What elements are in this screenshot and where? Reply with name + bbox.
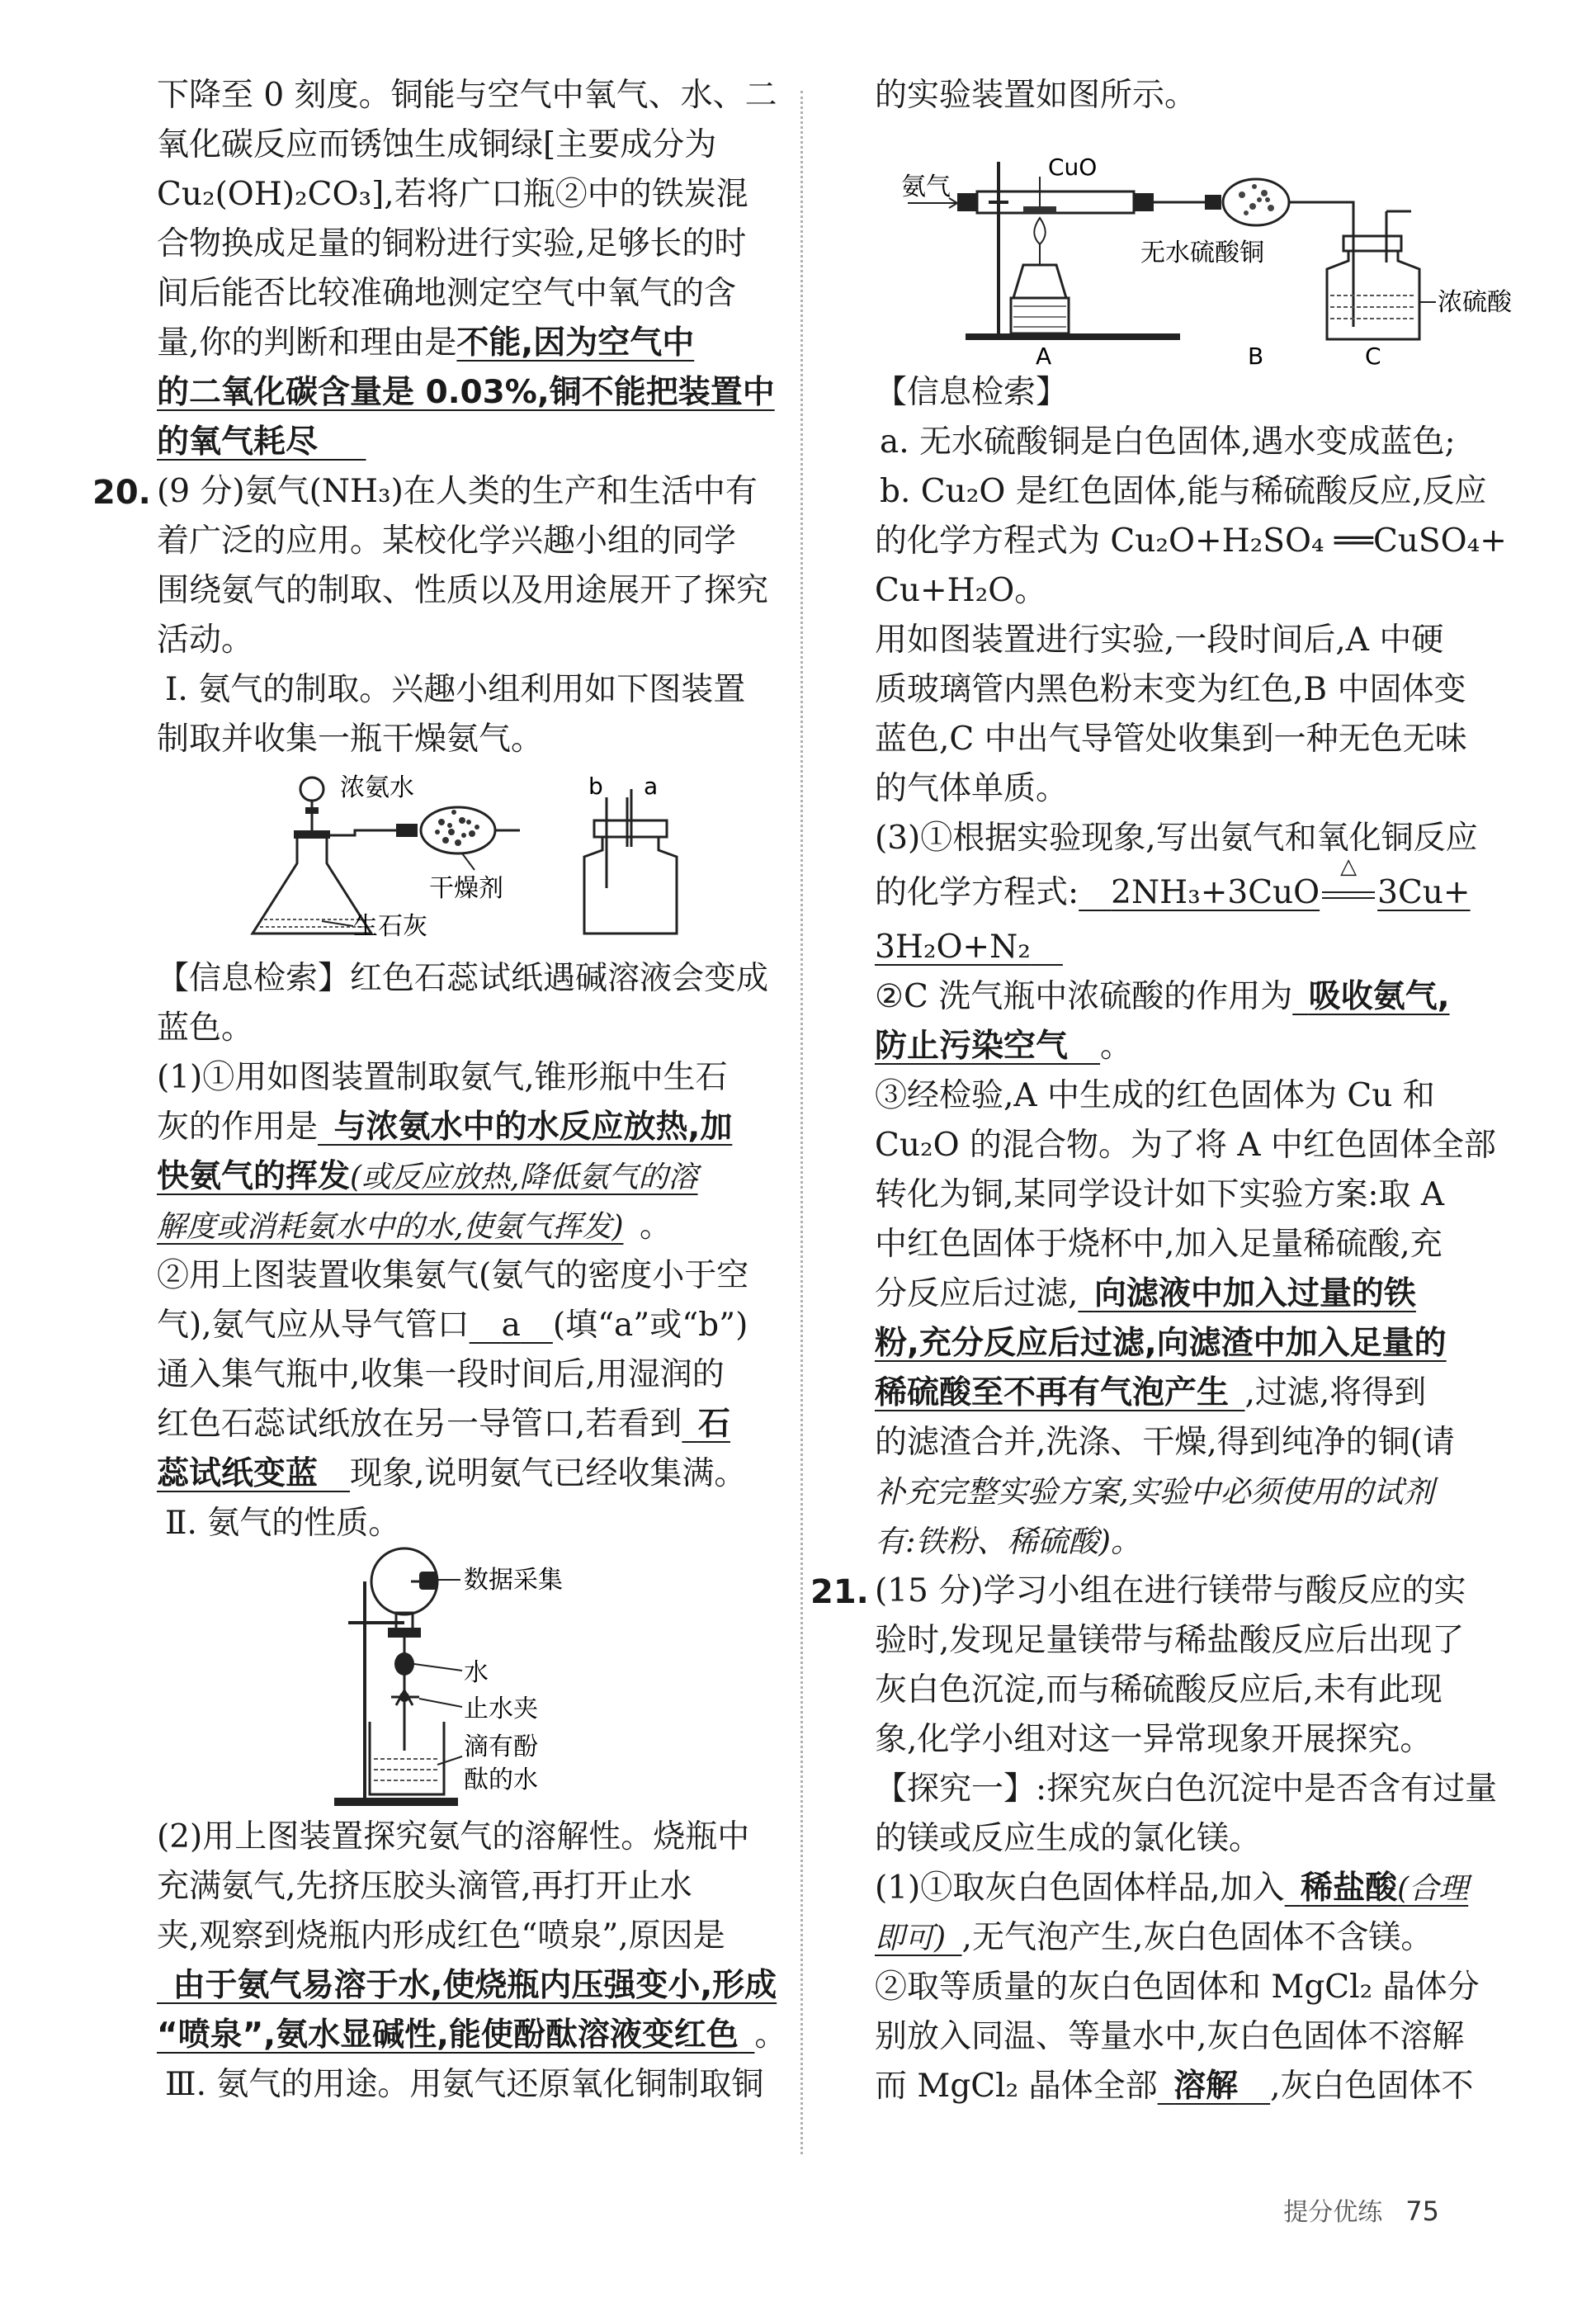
text-span: 。 bbox=[1100, 1028, 1133, 1065]
text-line: 下降至 0 刻度。铜能与空气中氧气、水、二 bbox=[157, 77, 777, 114]
text-line: (3)①根据实验现象,写出氨气和氧化铜反应 bbox=[875, 820, 1478, 857]
column-divider bbox=[800, 91, 803, 2154]
label-desiccant: 干燥剂 bbox=[429, 874, 503, 903]
text-line: 的实验装置如图所示。 bbox=[875, 77, 1197, 114]
answer-text: a bbox=[501, 1307, 521, 1344]
text-line bbox=[875, 1319, 1494, 1368]
right-column bbox=[810, 71, 1512, 2111]
answer-text: 不能,因为空气中 bbox=[456, 324, 695, 362]
text-span: ②C 洗气瓶中浓硫酸的作用为 bbox=[875, 978, 1293, 1015]
text-line: 【探究一】:探究灰白色沉淀中是否含有过量 bbox=[875, 1770, 1498, 1808]
text-line: 制取并收集一瓶干燥氨气。 bbox=[157, 721, 544, 758]
label-a-apparatus: A bbox=[1036, 343, 1052, 370]
ammonia-reduction-apparatus-figure bbox=[875, 121, 1512, 370]
answer-text: 与浓氨水中的水反应放热,加 bbox=[333, 1109, 733, 1146]
text-line: 合物换成足量的铜粉进行实验,足够长的时 bbox=[157, 225, 747, 262]
answer-text: 蕊试纸变蓝 bbox=[157, 1455, 319, 1492]
text-line: 着广泛的应用。某校化学兴趣小组的同学 bbox=[157, 522, 737, 560]
text-line: 通入集气瓶中,收集一段时间后,用湿润的 bbox=[157, 1356, 725, 1393]
text-span: ,无气泡产生,灰白色固体不含镁。 bbox=[961, 1919, 1433, 1956]
label-water: 水 bbox=[464, 1658, 489, 1687]
question-21 bbox=[810, 1567, 1494, 1616]
text-span: 灰的作用是 bbox=[157, 1109, 319, 1146]
text-line bbox=[157, 1301, 784, 1350]
label-cuo: CuO bbox=[1048, 154, 1098, 181]
text-line: Ⅱ. 氨气的性质。 bbox=[165, 1505, 401, 1542]
text-line: b. Cu₂O 是红色固体,能与稀硫酸反应,反应 bbox=[880, 473, 1487, 510]
label-phenolphthalein-2: 酞的水 bbox=[464, 1766, 538, 1794]
text-line: 活动。 bbox=[157, 622, 254, 659]
text-line: 蓝色,C 中出气导管处收集到一种无色无味 bbox=[875, 721, 1467, 758]
label-stop-clamp: 止水夹 bbox=[464, 1695, 538, 1723]
text-line: Cu₂O 的混合物。为了将 A 中红色固体全部 bbox=[875, 1127, 1496, 1164]
text-line: 转化为铜,某同学设计如下实验方案:取 A bbox=[875, 1176, 1445, 1213]
text-line: ③经检验,A 中生成的红色固体为 Cu 和 bbox=[875, 1077, 1435, 1114]
answer-text: 的二氧化碳含量是 0.03%,铜不能把装置中 bbox=[157, 374, 775, 411]
text-line bbox=[875, 1368, 1494, 1418]
text-line: 中红色固体于烧杯中,加入足量稀硫酸,充 bbox=[875, 1226, 1443, 1263]
text-line: (1)①用如图装置制取氨气,锥形瓶中生石 bbox=[157, 1059, 728, 1096]
text-line bbox=[157, 1400, 784, 1449]
label-b: b bbox=[588, 773, 603, 800]
text-line bbox=[157, 1961, 784, 2011]
label-quicklime: 生石灰 bbox=[353, 912, 427, 941]
text-span: 而 MgCl₂ 晶体全部 bbox=[875, 2068, 1158, 2105]
text-line: 用如图装置进行实验,一段时间后,A 中硬 bbox=[875, 622, 1444, 659]
text-line bbox=[157, 1103, 784, 1152]
label-c-apparatus: C bbox=[1365, 343, 1381, 370]
text-line: (2)用上图装置探究氨气的溶解性。烧瓶中 bbox=[157, 1818, 750, 1855]
text-line: 充满氨气,先挤压胶头滴管,再打开止水 bbox=[157, 1868, 692, 1905]
reaction-condition bbox=[1320, 854, 1377, 923]
text-line: ②取等质量的灰白色固体和 MgCl₂ 晶体分 bbox=[875, 1969, 1480, 2006]
text-span: (填“a”或“b”) bbox=[552, 1307, 748, 1344]
footer-label: 提分优练 bbox=[1283, 2198, 1383, 2227]
text-line: 的化学方程式为 Cu₂O+H₂SO₄ ══CuSO₄+ bbox=[875, 522, 1507, 560]
page-number: 75 bbox=[1405, 2196, 1439, 2227]
text-line: 别放入同温、等量水中,灰白色固体不溶解 bbox=[875, 2018, 1465, 2055]
question-20 bbox=[92, 467, 784, 517]
text-line bbox=[157, 2011, 787, 2060]
text-line: 的镁或反应生成的氯化镁。 bbox=[875, 1820, 1262, 1857]
text-line: Ⅲ. 氨气的用途。用氨气还原氧化铜制取铜 bbox=[165, 2066, 764, 2103]
question-number: 20. bbox=[92, 474, 151, 512]
text-line bbox=[157, 418, 784, 467]
label-b-apparatus: B bbox=[1248, 343, 1264, 370]
text-line bbox=[157, 1449, 784, 1499]
text-line bbox=[875, 1022, 1494, 1071]
answer-text: 粉,充分反应后过滤,向滤渣中加入足量的 bbox=[875, 1325, 1447, 1362]
left-column bbox=[92, 71, 787, 2110]
text-line: 蓝色。 bbox=[157, 1009, 254, 1047]
text-line: Cu₂(OH)₂CO₃],若将广口瓶②中的铁炭混 bbox=[157, 176, 748, 213]
answer-alt-text: (合理 bbox=[1397, 1872, 1469, 1906]
text-span: 。 bbox=[754, 2016, 787, 2054]
text-line: Ⅰ. 氨气的制取。兴趣小组利用如下图装置 bbox=[165, 671, 746, 708]
answer-text: 的氧气耗尽 bbox=[157, 423, 319, 461]
ammonia-preparation-figure bbox=[157, 764, 784, 954]
text-line: 有:铁粉、稀硫酸)。 bbox=[875, 1524, 1141, 1559]
text-line bbox=[875, 2062, 1494, 2111]
text-line bbox=[875, 1269, 1494, 1319]
text-span: 红色石蕊试纸放在另一导管口,若看到 bbox=[157, 1406, 682, 1443]
answer-text: 溶解 bbox=[1173, 2068, 1239, 2105]
text-line bbox=[875, 854, 1494, 923]
text-line bbox=[157, 1152, 784, 1202]
answer-text: 吸收氨气, bbox=[1308, 978, 1450, 1015]
text-line bbox=[875, 972, 1494, 1022]
answer-text: 由于氨气易溶于水,使烧瓶内压强变小,形成 bbox=[172, 1967, 777, 2004]
text-line: 【信息检索】 bbox=[875, 374, 1069, 411]
text-line: 补充完整实验方案,实验中必须使用的试剂 bbox=[875, 1474, 1434, 1510]
text-line: 象,化学小组对这一异常现象开展探究。 bbox=[875, 1721, 1433, 1758]
label-ammonia-gas: 氨气 bbox=[901, 173, 951, 201]
text-span: 的化学方程式: bbox=[875, 874, 1079, 911]
text-line bbox=[875, 923, 1494, 972]
equation-left: 2NH₃+3CuO bbox=[1111, 874, 1320, 911]
text-span: 气),氨气应从导气管口 bbox=[157, 1307, 470, 1344]
equation-right: 3Cu+ bbox=[1377, 874, 1471, 911]
text-line: a. 无水硫酸铜是白色固体,遇水变成蓝色; bbox=[880, 423, 1456, 461]
answer-text: 稀盐酸 bbox=[1301, 1870, 1398, 1907]
text-line: Cu+H₂O。 bbox=[875, 572, 1047, 609]
text-line: (9 分)氨气(NH₃)在人类的生产和生活中有 bbox=[157, 473, 758, 510]
label-conc-sulfuric-acid: 浓硫酸 bbox=[1438, 288, 1512, 317]
text-line: 灰白色沉淀,而与稀硫酸反应后,未有此现 bbox=[875, 1671, 1443, 1709]
fountain-experiment-figure bbox=[157, 1548, 784, 1813]
page-footer bbox=[1283, 2191, 1439, 2228]
text-line: 质玻璃管内黑色粉末变为红色,B 中固体变 bbox=[875, 671, 1466, 708]
answer-text: 石 bbox=[697, 1406, 730, 1443]
text-span: 现象,说明氨气已经收集满。 bbox=[350, 1455, 747, 1492]
text-line: 【信息检索】红色石蕊试纸遇碱溶液会变成 bbox=[157, 960, 769, 997]
text-span: 分反应后过滤, bbox=[875, 1275, 1079, 1312]
text-line: 的气体单质。 bbox=[875, 770, 1069, 807]
text-line bbox=[157, 319, 784, 368]
answer-text: 向滤液中加入过量的铁 bbox=[1093, 1275, 1416, 1312]
answer-text: “喷泉”,氨水显碱性,能使酚酞溶液变红色 bbox=[157, 2016, 739, 2054]
answer-alt-text: 即可) bbox=[875, 1922, 947, 1955]
label-concentrated-ammonia: 浓氨水 bbox=[340, 773, 414, 802]
text-line: 间后能否比较准确地测定空气中氧气的含 bbox=[157, 275, 737, 312]
text-line bbox=[157, 368, 784, 418]
label-phenolphthalein-1: 滴有酚 bbox=[464, 1732, 538, 1761]
text-line: 氧化碳反应而锈蚀生成铜绿[主要成分为 bbox=[157, 126, 717, 163]
text-line: ②用上图装置收集氨气(氨气的密度小于空 bbox=[157, 1257, 749, 1294]
delta-symbol: △ bbox=[1340, 854, 1358, 879]
question-number: 21. bbox=[810, 1573, 869, 1611]
answer-text: 快氨气的挥发 bbox=[157, 1158, 351, 1195]
text-span: ,过滤,将得到 bbox=[1244, 1374, 1427, 1411]
text-span: 量,你的判断和理由是 bbox=[157, 324, 457, 362]
label-a: a bbox=[644, 773, 659, 800]
label-data-collection: 数据采集 bbox=[464, 1566, 563, 1595]
text-line bbox=[875, 1864, 1494, 1913]
answer-text: 防止污染空气 bbox=[875, 1028, 1069, 1065]
equation-continuation: 3H₂O+N₂ bbox=[875, 929, 1031, 966]
text-line: 围绕氨气的制取、性质以及用途展开了探究 bbox=[157, 572, 769, 609]
text-span: ,灰白色固体不 bbox=[1270, 2068, 1474, 2105]
text-line: 的滤渣合并,洗涤、干燥,得到纯净的铜(请 bbox=[875, 1424, 1456, 1461]
answer-text: 稀硫酸至不再有气泡产生 bbox=[875, 1374, 1230, 1411]
text-line: 夹,观察到烧瓶内形成红色“喷泉”,原因是 bbox=[157, 1917, 725, 1955]
label-anhydrous-cuso4: 无水硫酸铜 bbox=[1140, 239, 1264, 267]
text-line bbox=[875, 1913, 1494, 1963]
answer-alt-text: (或反应放热,降低氨气的溶 bbox=[350, 1160, 698, 1194]
text-span: 。 bbox=[640, 1208, 673, 1245]
text-line: (15 分)学习小组在进行镁带与酸反应的实 bbox=[875, 1572, 1466, 1610]
answer-alt-text: 解度或消耗氨水中的水,使氨气挥发) bbox=[157, 1210, 624, 1244]
text-line: 验时,发现足量镁带与稀盐酸反应后出现了 bbox=[875, 1622, 1465, 1659]
text-line bbox=[157, 1202, 784, 1251]
text-span: (1)①取灰白色固体样品,加入 bbox=[875, 1870, 1285, 1907]
